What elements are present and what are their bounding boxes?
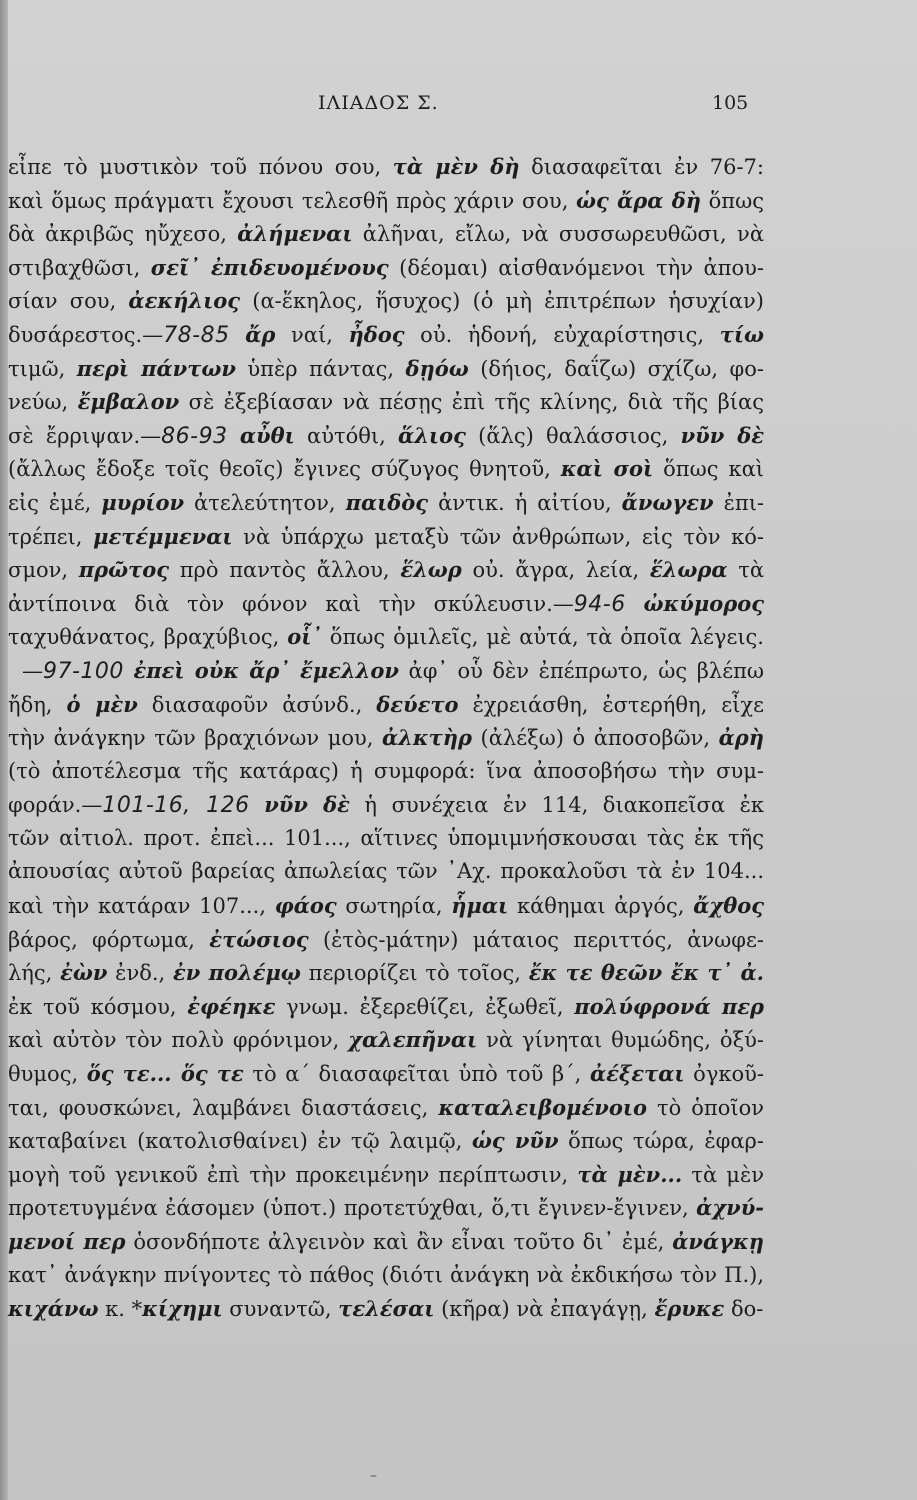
gloss-text [250, 793, 265, 817]
lemma: ἀρὴ [718, 725, 764, 751]
text-line [8, 318, 764, 352]
commentary-text [8, 150, 764, 1326]
gloss-text: (α-ἕκηλος, ἥσυχος) (ὁ μὴ ἐπιτρέπων ἡσυχίαν) [240, 289, 764, 314]
gloss-text: ὁσονδήποτε ἀλγεινὸν καὶ ἂν εἶναι τοῦτο δι᾽ ἐμέ, [125, 1230, 673, 1254]
gloss-text: ἐχρειάσθη, ἐστερήθη, εἶχε [458, 692, 764, 717]
gloss-text: ἀπουσίας αὐτοῦ βαρείας ἀπωλείας τῶν ᾽Αχ. προκαλοῦσι τὰ ἐν 104... [8, 859, 764, 884]
gloss-text: (ἐτὸς-μάτην) μάταιος περιττός, ἀνωφε- [308, 927, 764, 952]
lemma: ἀλήμεναι [237, 221, 353, 247]
text-line [8, 889, 764, 923]
gloss-text: κατ᾽ ἀνάγκην πνίγοντες τὸ πάθος (διότι ἀνάγκη νὰ ἐκδικήσω τὸν Π.), [8, 1262, 764, 1287]
gloss-text: ἀτελεύτητον, [184, 490, 346, 515]
text-line [8, 284, 764, 318]
gloss-text [228, 424, 240, 448]
lemma: ἀχνύ- [696, 1195, 764, 1221]
text-line [8, 150, 764, 184]
gloss-text: τὰ [727, 558, 765, 583]
gloss-text: σωτηρία, [336, 894, 452, 919]
lemma: καταλειβομένοιο [438, 1094, 648, 1120]
gloss-text: αὐτόθι, [294, 423, 399, 448]
lemma: τελέσαι [338, 1296, 435, 1322]
text-line [8, 990, 764, 1024]
lemma: αὖθι [239, 422, 295, 448]
text-line [8, 352, 764, 386]
lemma: πολύφρονά περ [574, 993, 764, 1019]
gloss-text: ὅπως ὁμιλεῖς, μὲ αὐτά, τὰ ὁποῖα λέγεις. [321, 625, 764, 650]
verse-range: 78-85 [163, 322, 230, 348]
gloss-text: πρὸ παντὸς ἄλλου, [169, 558, 401, 583]
gloss-text: καὶ αὐτὸν τὸν πολὺ φρόνιμον, [8, 1028, 349, 1053]
lemma: παιδὸς [345, 489, 429, 515]
gloss-text: τῶν αἰτιολ. προτ. ἐπεὶ... 101..., αἵτινες ὑπομιμνήσκουσαι τὰς ἐκ τῆς [8, 825, 764, 850]
lemma: τὰ μὲν δὴ [392, 154, 520, 179]
text-line [8, 1225, 764, 1259]
gloss-text: (δέομαι) αἰσθανόμενοι τὴν ἀπου- [388, 255, 764, 280]
text-line [8, 217, 764, 251]
page-number: 105 [712, 92, 749, 114]
gloss-text: ναί, [275, 322, 349, 347]
text-line [8, 452, 764, 486]
gloss-text: τὸ α΄ διασαφεῖται ὑπὸ τοῦ β΄, [243, 1062, 590, 1087]
lemma: ἄρ [245, 321, 276, 347]
lemma: ὡς ἄρα δὴ [576, 187, 701, 213]
gloss-text: οὐ. ἡδονή, εὐχαρίστησις, [404, 322, 720, 347]
lemma: οἷ᾽ [287, 624, 322, 650]
lemma: ἀνάγκῃ [672, 1229, 764, 1254]
lemma: τὰ μὲν... [577, 1161, 683, 1187]
verse-range: 94-6 [573, 591, 626, 617]
lemma: ἀεκήλιος [128, 288, 241, 314]
gloss-text: νὰ ὑπάρχω μεταξὺ τῶν ἀνθρώπων, εἰς τὸν κό- [232, 524, 765, 549]
text-line [8, 1091, 764, 1125]
lemma: ἦδος [348, 321, 405, 347]
gloss-text: (τὸ ἀποτέλεσμα τῆς κατάρας) ἡ συμφορά: ἵνα ἀποσοβήσω τὴν συμ- [8, 758, 764, 783]
gloss-text: τὴν ἀνάγκην τῶν βραχιόνων μου, [8, 726, 382, 751]
lemma: ἔρυκε [654, 1296, 725, 1322]
lemma: καὶ σοὶ [560, 456, 654, 482]
lemma: ἕλωρ [400, 557, 462, 583]
gloss-text: καὶ ὅμως πράγματι ἔχουσι τελεσθῆ πρὸς χάριν σου, [8, 188, 577, 213]
gloss-text: ὀγκοῦ- [684, 1062, 765, 1087]
lemma: ἕλωρα [649, 557, 728, 583]
verse-range: 101-16, 126 [102, 793, 250, 819]
text-line [8, 1124, 764, 1158]
gloss-text: διασαφεῖται ἐν 76-7: [519, 155, 764, 179]
lemma: πρῶτος [78, 557, 170, 583]
gloss-text: ἀντικ. ἡ αἰτίου, [428, 490, 622, 515]
gloss-text: βάρος, φόρτωμα, [8, 927, 210, 952]
lemma: ἐν πολέμῳ [172, 960, 301, 986]
gloss-text: κ. * [98, 1297, 143, 1322]
page-left-edge [0, 0, 8, 1500]
text-line [8, 385, 764, 419]
text-line [8, 251, 764, 285]
lemma: ἐτώσιος [209, 926, 309, 952]
lemma: νῦν δὲ [680, 422, 764, 448]
lemma: ἔκ τε θεῶν ἔκ τ᾽ ἀ. [528, 960, 764, 986]
gloss-text: στιβαχθῶσι, [8, 255, 151, 280]
gloss-text: τὰ μὲν [682, 1162, 764, 1187]
gloss-text: ὅπως [701, 188, 764, 213]
page-header [0, 92, 917, 122]
gloss-text: ὅπως καὶ [653, 457, 764, 482]
verse-range: 97-100 [43, 658, 124, 684]
gloss-text: δυσάρεστος.— [8, 322, 164, 347]
text-line [8, 721, 764, 755]
lemma: ὠκύμορος [643, 590, 764, 616]
lemma: νῦν δὲ [264, 792, 350, 818]
gloss-text [230, 323, 246, 347]
gloss-text: σμον, [8, 558, 79, 583]
lemma: μετέμμεναι [93, 523, 233, 549]
lemma: ἅλιος [398, 422, 466, 448]
gloss-text: ἐνδ., [107, 961, 173, 986]
text-line [8, 419, 764, 453]
gloss-text: γνωμ. ἐξερεθίζει, ἐξωθεῖ, [275, 994, 575, 1019]
lemma: περὶ πάντων [76, 355, 236, 381]
gloss-text: λής, [8, 961, 61, 986]
text-line [8, 755, 764, 789]
gloss-text: οὐ. ἄγρα, λεία, [461, 558, 650, 583]
text-line [8, 1158, 764, 1192]
text-line [8, 184, 764, 218]
gloss-text: ται, φουσκώνει, λαμβάνει διαστάσεις, [8, 1095, 439, 1120]
gloss-text: ἡ συνέχεια ἐν 114, διακοπεῖσα ἐκ [349, 793, 765, 818]
gloss-text: ἐκ τοῦ κόσμου, [8, 994, 188, 1019]
text-line [8, 956, 764, 990]
verse-range: 86-93 [161, 423, 228, 449]
text-line [8, 1191, 764, 1225]
footer-mark: – [370, 1468, 377, 1484]
lemma: ὁ μὲν [66, 691, 138, 717]
gloss-text: νὰ γίνηται θυμώδης, ὀξύ- [477, 1028, 764, 1053]
lemma: ἀέξεται [589, 1061, 685, 1087]
gloss-text: σίαν σου, [8, 289, 129, 314]
text-line [8, 1292, 764, 1326]
lemma: μενοί περ [8, 1229, 126, 1254]
gloss-text: σὲ ἐξεβίασαν νὰ πέσῃς ἐπὶ τῆς κλίνης, διὰ τῆς βίας [179, 390, 764, 415]
lemma: ἐὼν [60, 960, 108, 986]
lemma: δεύετο [376, 691, 459, 717]
lemma: ἐπεὶ οὐκ ἄρ᾽ ἔμελλον [133, 657, 399, 683]
lemma: ἄχθος [693, 893, 764, 919]
gloss-text: (ἀλέξω) ὁ ἀποσοβῶν, [472, 726, 719, 751]
lemma: τίω [719, 321, 764, 347]
lemma: ἔμβαλον [77, 389, 180, 415]
text-line [8, 923, 764, 957]
lemma: κίχημι [142, 1296, 223, 1322]
gloss-text: (ἅλς) θαλάσσιος, [465, 423, 681, 448]
gloss-text: (δήιος, δαΐζω) σχίζω, φο- [468, 356, 764, 381]
gloss-text: τὸ ὁποῖον [647, 1095, 765, 1120]
text-line [8, 1057, 764, 1091]
gloss-text: μογὴ τοῦ γενικοῦ ἐπὶ τὴν προκειμένην περίπτωσιν, [8, 1162, 578, 1187]
gloss-text: σὲ ἔρριψαν.— [8, 423, 162, 448]
gloss-text: εἶπε τὸ μυστικὸν τοῦ πόνου σου, [8, 155, 393, 179]
lemma: ἀλκτὴρ [382, 725, 472, 751]
gloss-text: (κῆρα) νὰ ἐπαγάγῃ, [434, 1297, 655, 1322]
gloss-text: νεύω, [8, 390, 78, 415]
lemma: χαλεπῆναι [348, 1027, 478, 1053]
gloss-text: συναντῶ, [222, 1297, 339, 1322]
gloss-text: δὰ ἀκριβῶς ηὔχεσο, [8, 222, 238, 247]
text-line [8, 688, 764, 722]
lemma: ἐφέηκε [187, 993, 276, 1019]
gloss-text: προτετυγμένα ἐάσομεν (ὑποτ.) προτετύχθαι, ὅ,τι ἔγινεν-ἔγινεν, [8, 1196, 697, 1221]
text-line [8, 788, 764, 822]
gloss-text: δο- [724, 1297, 764, 1322]
lemma: ὅς τε... ὅς τε [86, 1061, 244, 1087]
text-line [8, 587, 764, 621]
gloss-text [626, 592, 644, 616]
gloss-text: — [22, 658, 43, 683]
gloss-text: ὅπως τώρα, ἐφαρ- [558, 1129, 764, 1154]
gloss-text: καταβαίνει (κατολισθαίνει) ἐν τῷ λαιμῷ, [8, 1129, 472, 1154]
text-line [8, 553, 764, 587]
text-line [8, 1023, 764, 1057]
text-line [8, 520, 764, 554]
text-line [8, 654, 764, 688]
lemma: ἧμαι [451, 893, 509, 919]
gloss-text: τρέπει, [8, 524, 94, 549]
gloss-text: ἀντίποινα διὰ τὸν φόνον καὶ τὴν σκύλευσιν.— [8, 591, 574, 616]
text-line [8, 1259, 764, 1293]
gloss-text: καὶ τὴν κατάραν 107..., [8, 894, 275, 919]
lemma: κιχάνω [8, 1296, 99, 1322]
gloss-text: ὑπὲρ πάντας, [235, 356, 406, 381]
gloss-text: εἰς ἐμέ, [8, 490, 102, 515]
gloss-text: κάθημαι ἀργός, [508, 894, 694, 919]
lemma: ὡς νῦν [471, 1128, 559, 1154]
text-line [8, 822, 764, 856]
lemma: φάος [274, 893, 337, 919]
gloss-text: ταχυθάνατος, βραχύβιος, [8, 625, 288, 650]
text-line [8, 486, 764, 520]
text-line [8, 620, 764, 654]
gloss-text: φοράν.— [8, 793, 103, 818]
gloss-text: διασαφοῦν ἀσύνδ., [137, 692, 377, 717]
gloss-text: ἀφ᾽ οὗ δὲν ἐπέπρωτο, ὡς βλέπω [398, 658, 764, 683]
gloss-text: ἐπι- [713, 490, 765, 515]
gloss-text: τιμῶ, [8, 356, 77, 381]
running-title: ΙΛΙΑΔΟΣ Σ. [318, 92, 439, 114]
gloss-text: ἀλῆναι, εἴλω, νὰ συσσωρευθῶσι, νὰ [352, 222, 764, 247]
gloss-text: περιορίζει τὸ τοῖος, [300, 961, 529, 986]
gloss-text: ἤδη, [8, 692, 67, 717]
text-line [8, 855, 764, 889]
gloss-text: θυμος, [8, 1062, 87, 1087]
lemma: δῃόω [405, 355, 469, 381]
lemma: ἄνωγεν [621, 489, 714, 515]
gloss-text: (ἄλλως ἔδοξε τοῖς θεοῖς) ἔγινες σύζυγος θνητοῦ, [8, 457, 561, 482]
lemma: σεῖ᾽ ἐπιδευομένους [150, 254, 389, 280]
lemma: μυρίον [101, 489, 185, 515]
